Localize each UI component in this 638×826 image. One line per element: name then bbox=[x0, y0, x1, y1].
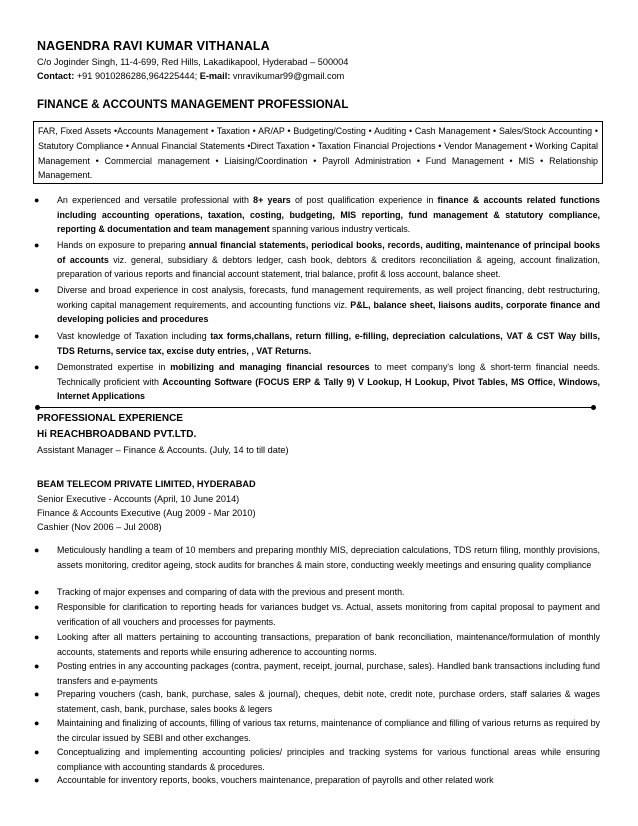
summary-bold-run: P&L, balance sheet, liaisons audits, corporate finance and developing policies and procedures bbox=[57, 299, 600, 325]
phone-numbers: +91 9010286286,964225444; bbox=[74, 71, 200, 81]
role-1: Assistant Manager – Finance & Accounts. (July, 14 to till date) bbox=[37, 445, 289, 455]
duty-text: Tracking of major expenses and comparing of data with the previous and present month. bbox=[57, 587, 405, 597]
summary-bold-run: mobilizing and managing financial resources bbox=[170, 362, 370, 372]
duty-text: Accountable for inventory reports, books, vouchers maintenance, preparation of payrolls and other related work bbox=[57, 775, 494, 785]
summary-run: An experienced and versatile professional with bbox=[57, 195, 254, 205]
skills-box: FAR, Fixed Assets •Accounts Management • Taxation • AR/AP • Budgeting/Costing • Auditing • Cash Management • Sales/Stock Accounting • Statutory Compliance • Annual Financial Statements •Direct Taxation • Taxation Financial Projections • Vendor Management • Working Capital Management • Commercial management • Liaising/Coordination • Payroll Administration • Fund Management • MIS • Relationship Management. bbox=[33, 121, 603, 184]
summary-run: Demonstrated expertise in bbox=[57, 362, 171, 372]
bullet-icon: ● bbox=[34, 587, 40, 597]
bullet-icon: ● bbox=[34, 545, 40, 555]
bullet-icon: ● bbox=[34, 775, 40, 785]
contact-label: Contact: bbox=[37, 71, 75, 81]
summary-run: Diverse and broad experience in cost analysis, forecasts, fund management requirements, as well project financing, debt restructuring, working capital management requirements, and accounting functions viz. bbox=[57, 285, 600, 310]
bullet-icon: ● bbox=[34, 718, 40, 728]
summary-text bbox=[57, 329, 600, 358]
summary-bold-run: Accounting Software (FOCUS ERP & Tally 9) V Lookup, H Lookup, Pivot Tables, MS Office, Windows, Internet Applications bbox=[57, 376, 600, 402]
company-2: BEAM TELECOM PRIVATE LIMITED, HYDERABAD bbox=[37, 479, 256, 489]
summary-run: to meet company's long & short-term financial needs. Technically proficient with bbox=[57, 362, 600, 387]
duty-text: Maintaining and finalizing of accounts, filling of various tax returns, maintenance of compliance and filling of various returns as required by the circular issued by SEBI and other exchanges. bbox=[57, 718, 600, 743]
summary-run: Vast knowledge of Taxation including bbox=[57, 331, 211, 341]
email-address: vnravikumar99@gmail.com bbox=[230, 71, 345, 81]
summary-run: Hands on exposure to preparing bbox=[57, 240, 189, 250]
bullet-icon: ● bbox=[34, 285, 40, 295]
duty-text: Looking after all matters pertaining to accounting transactions, preparation of bank reconciliation, maintenance/formulation of monthly accounts, statements and reports while ensuring adherence to accounting norms. bbox=[57, 632, 600, 657]
role-2b: Finance & Accounts Executive (Aug 2009 - Mar 2010) bbox=[37, 508, 256, 518]
profile-title: FINANCE & ACCOUNTS MANAGEMENT PROFESSIONAL bbox=[37, 99, 349, 111]
duty-text: Conceptualizing and implementing accounting policies/ principles and tracking systems for various functional areas while ensuring compliance with accounting standards & procedures. bbox=[57, 747, 600, 772]
summary-text bbox=[57, 193, 600, 237]
bullet-icon: ● bbox=[34, 195, 40, 205]
summary-run: spanning various industry verticals. bbox=[269, 224, 411, 235]
summary-run: viz. general, subsidiary & debtors ledger, cash book, debtors & creditors reconciliation & ageing, account finalization, preparation of various reports and financial account statement, trial balance, profit & loss account, balance sheet. bbox=[57, 254, 600, 280]
summary-bold-run: 8+ years bbox=[253, 195, 291, 205]
address: C/o Joginder Singh, 11-4-699, Red Hills, Lakadikapool, Hyderabad – 500004 bbox=[37, 57, 349, 67]
summary-bold-run: tax forms,challans, return filling, e-filling, depreciation calculations, VAT & CST Way bills, TDS Returns, service tax, excise duty entries, , VAT Returns. bbox=[57, 331, 600, 356]
candidate-name: NAGENDRA RAVI KUMAR VITHANALA bbox=[37, 39, 270, 53]
bullet-icon: ● bbox=[34, 602, 40, 612]
role-2a: Senior Executive - Accounts (April, 10 June 2014) bbox=[37, 494, 240, 504]
duty-text: Meticulously handling a team of 10 members and preparing monthly MIS, depreciation calculations, TDS return filing, monthly provisions, assets monitoring, creditor ageing, stock audits for branches & main store, conducting weekly meetings and ensuring quality compliance bbox=[57, 545, 600, 570]
bullet-icon: ● bbox=[34, 632, 40, 642]
bullet-icon: ● bbox=[34, 331, 40, 341]
summary-text bbox=[57, 360, 600, 404]
duty-text: Posting entries in any accounting packages (contra, payment, receipt, journal, purchase, sales). Handled bank transactions including fund transfers and e-payments bbox=[57, 661, 600, 686]
bullet-icon: ● bbox=[34, 661, 40, 671]
bullet-icon: ● bbox=[34, 362, 40, 372]
bullet-icon: ● bbox=[34, 747, 40, 757]
summary-text bbox=[57, 283, 600, 327]
section-divider bbox=[37, 407, 594, 408]
bullet-icon: ● bbox=[34, 240, 40, 250]
contact-line bbox=[37, 71, 344, 81]
role-2c: Cashier (Nov 2006 – Jul 2008) bbox=[37, 522, 162, 532]
bullet-icon: ● bbox=[34, 689, 40, 699]
summary-run: of post qualification experience in bbox=[290, 195, 438, 205]
summary-bold-run: annual financial statements, periodical books, records, auditing, maintenance of principal books of accounts bbox=[57, 240, 601, 265]
duty-text: Responsible for clarification to reporting heads for variances budget vs. Actual, assets monitoring from capital proposal to payment and verification of all vouchers and processes for payments. bbox=[57, 602, 600, 627]
summary-text bbox=[57, 238, 600, 282]
experience-heading: PROFESSIONAL EXPERIENCE bbox=[37, 413, 183, 424]
summary-bold-run: finance & accounts related functions including accounting operations, taxation, costing, budgeting, MIS reporting, fund management & statutory compliance, reporting & documentation and team management bbox=[57, 195, 600, 235]
duty-text: Preparing vouchers (cash, bank, purchase, sales & journal), cheques, debit note, credit note, purchase orders, staff salaries & wages statement, cash, bank, purchase, sales books & legers bbox=[57, 689, 600, 714]
email-label: E-mail: bbox=[199, 71, 231, 81]
company-1: Hi REACHBROADBAND PVT.LTD. bbox=[37, 429, 197, 440]
